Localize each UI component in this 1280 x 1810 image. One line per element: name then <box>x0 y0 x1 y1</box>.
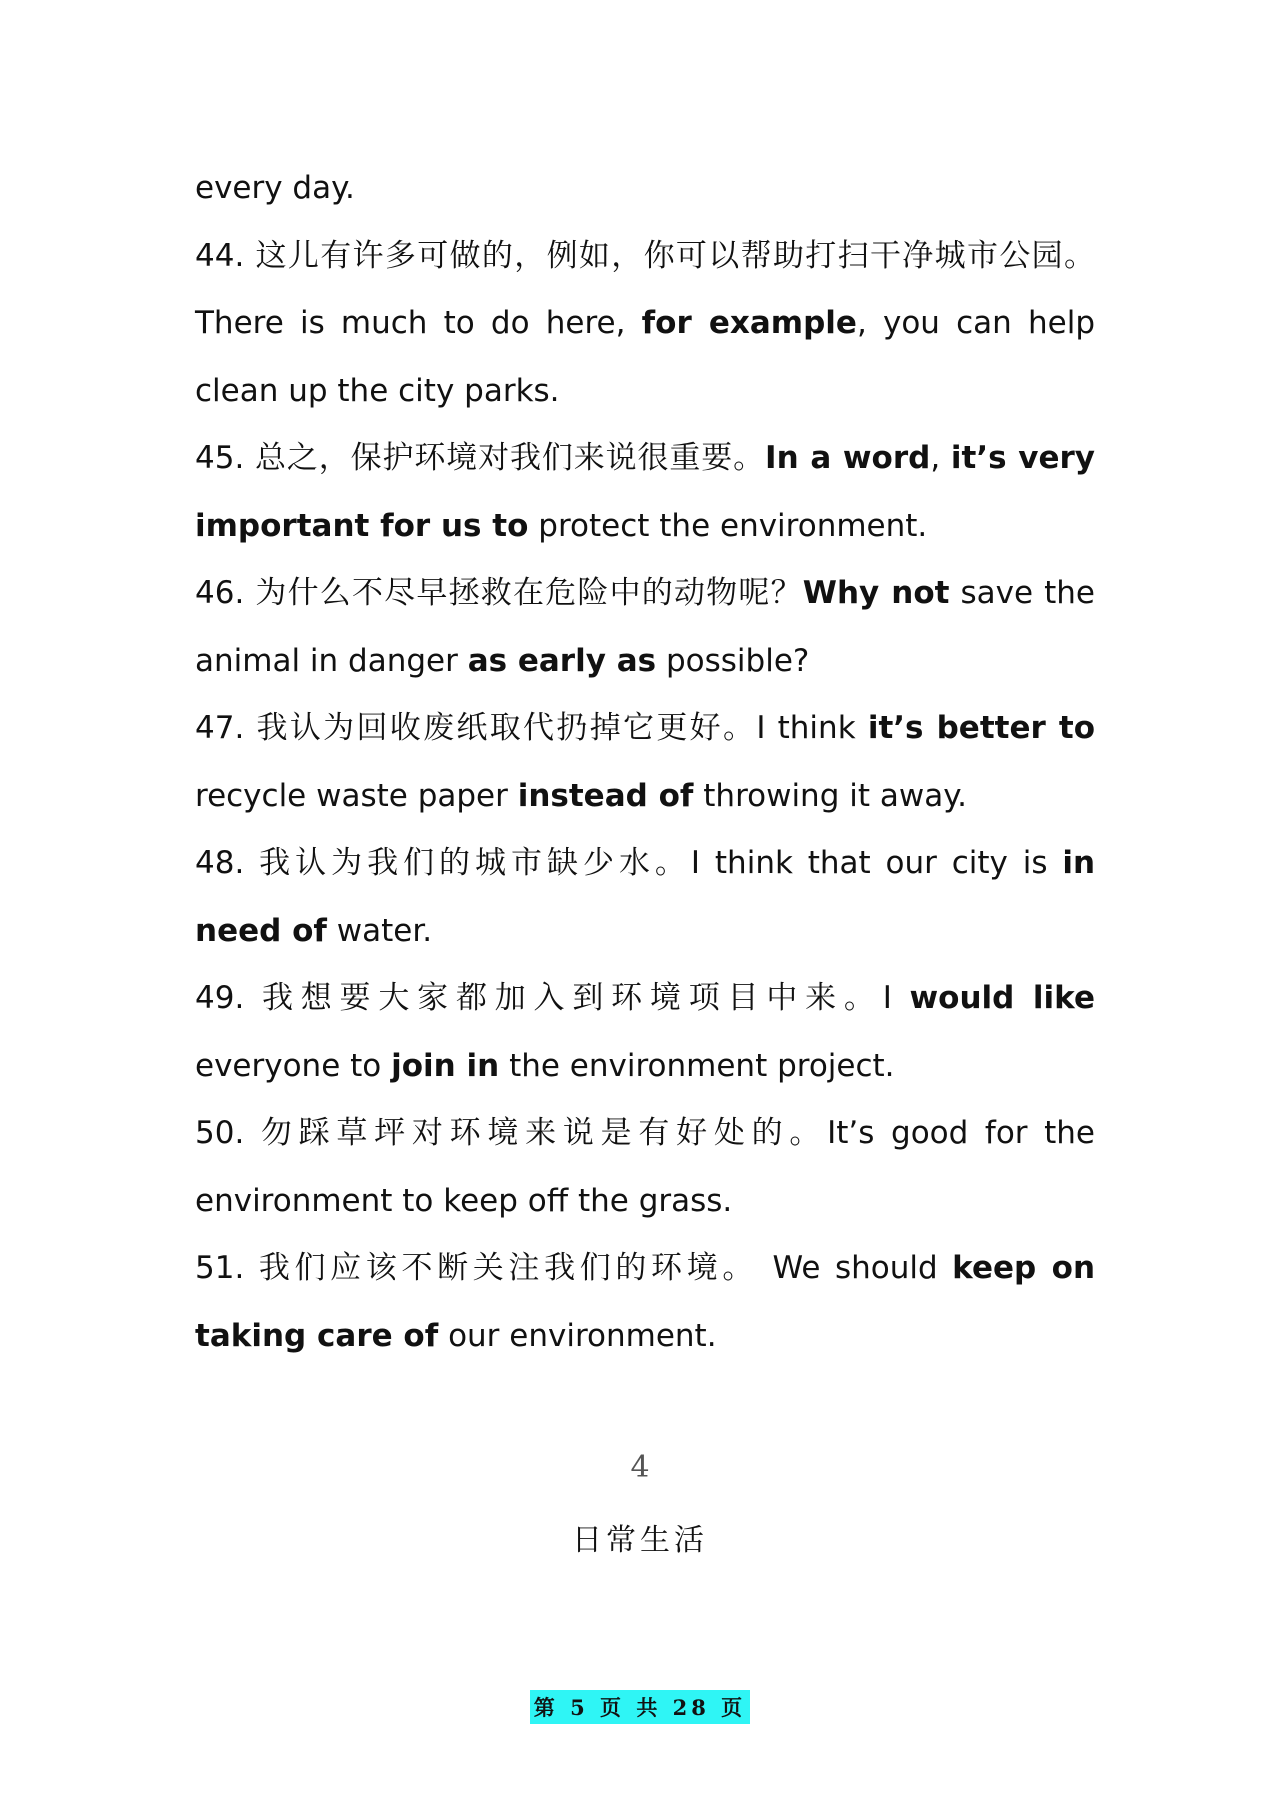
sentence-46 <box>195 560 1095 695</box>
english-text: I think <box>756 710 868 746</box>
chinese-text: 为什么不尽早拯救在危险中的动物呢？ <box>255 575 803 611</box>
key-phrase: instead of <box>517 777 694 814</box>
english-text: possible? <box>656 642 810 679</box>
english-text: the environment project. <box>499 1047 895 1084</box>
key-phrase: In a word <box>765 440 931 476</box>
key-phrase: join in <box>391 1047 500 1084</box>
sentence-45 <box>195 425 1095 560</box>
english-text: water. <box>326 912 433 949</box>
english-text: I <box>882 980 910 1016</box>
item-number: 45. <box>195 440 245 476</box>
item-number: 44. <box>195 237 245 274</box>
english-text: I think that our city is <box>690 845 1063 881</box>
chinese-text: 这儿有许多可做的，例如，你可以帮助打扫干净城市公园。 <box>255 237 1096 274</box>
english-text: , you can help clean up the city parks. <box>195 305 1095 409</box>
key-phrase: it’s very important for us to <box>195 440 1095 544</box>
english-text: save the animal in danger <box>195 575 1096 679</box>
key-phrase: it’s better to <box>867 710 1096 746</box>
chinese-text: 勿踩草坪对环境来说是有好处的。 <box>260 1115 828 1151</box>
chinese-text: 总之，保护环境对我们来说很重要。 <box>255 440 766 476</box>
key-phrase: as early as <box>467 642 657 679</box>
sentence-50 <box>195 1100 1095 1235</box>
sentence-51 <box>195 1235 1095 1370</box>
page-footer <box>0 1690 1280 1724</box>
english-text: There is much to do here, <box>195 305 642 341</box>
english-text: We should <box>772 1250 953 1286</box>
item-number: 51. <box>195 1250 245 1286</box>
english-text: recycle waste paper <box>195 777 518 814</box>
english-text: protect the environment. <box>528 507 928 544</box>
chinese-text: 我认为回收废纸取代扔掉它更好。 <box>256 710 757 746</box>
page-indicator: 第 5 页 共 28 页 <box>530 1690 750 1724</box>
english-text: everyone to <box>195 1047 392 1084</box>
item-number: 48. <box>195 845 245 881</box>
item-number: 46. <box>195 575 245 611</box>
sentence-44 <box>195 223 1095 426</box>
chinese-text: 我们应该不断关注我们的环境。 <box>258 1250 759 1286</box>
english-text: throwing it away. <box>693 777 967 814</box>
chinese-text: 我想要大家都加入到环境项目中来。 <box>261 980 883 1016</box>
line-every-day <box>195 155 1095 223</box>
sentence-47 <box>195 695 1095 830</box>
sentence-48 <box>195 830 1095 965</box>
english-text: our environment. <box>438 1317 717 1354</box>
key-phrase: keep on taking care of <box>195 1250 1096 1354</box>
item-number: 47. <box>195 710 245 746</box>
document-body <box>195 155 1095 1370</box>
text: every day. <box>195 170 355 206</box>
section-number: 4 <box>630 1450 650 1485</box>
sentence-49 <box>195 965 1095 1100</box>
item-number: 49. <box>195 980 245 1016</box>
english-text: It’s good for the environment to keep off the grass. <box>195 1115 1095 1219</box>
item-number: 50. <box>195 1115 245 1151</box>
key-phrase: would like <box>909 980 1095 1016</box>
key-phrase: Why not <box>802 575 950 611</box>
key-phrase: in need of <box>195 845 1096 949</box>
chinese-text: 我认为我们的城市缺少水。 <box>259 845 691 881</box>
section-title: 日常生活 <box>572 1523 708 1558</box>
key-phrase: for example <box>641 305 857 341</box>
english-text: , <box>930 440 951 476</box>
